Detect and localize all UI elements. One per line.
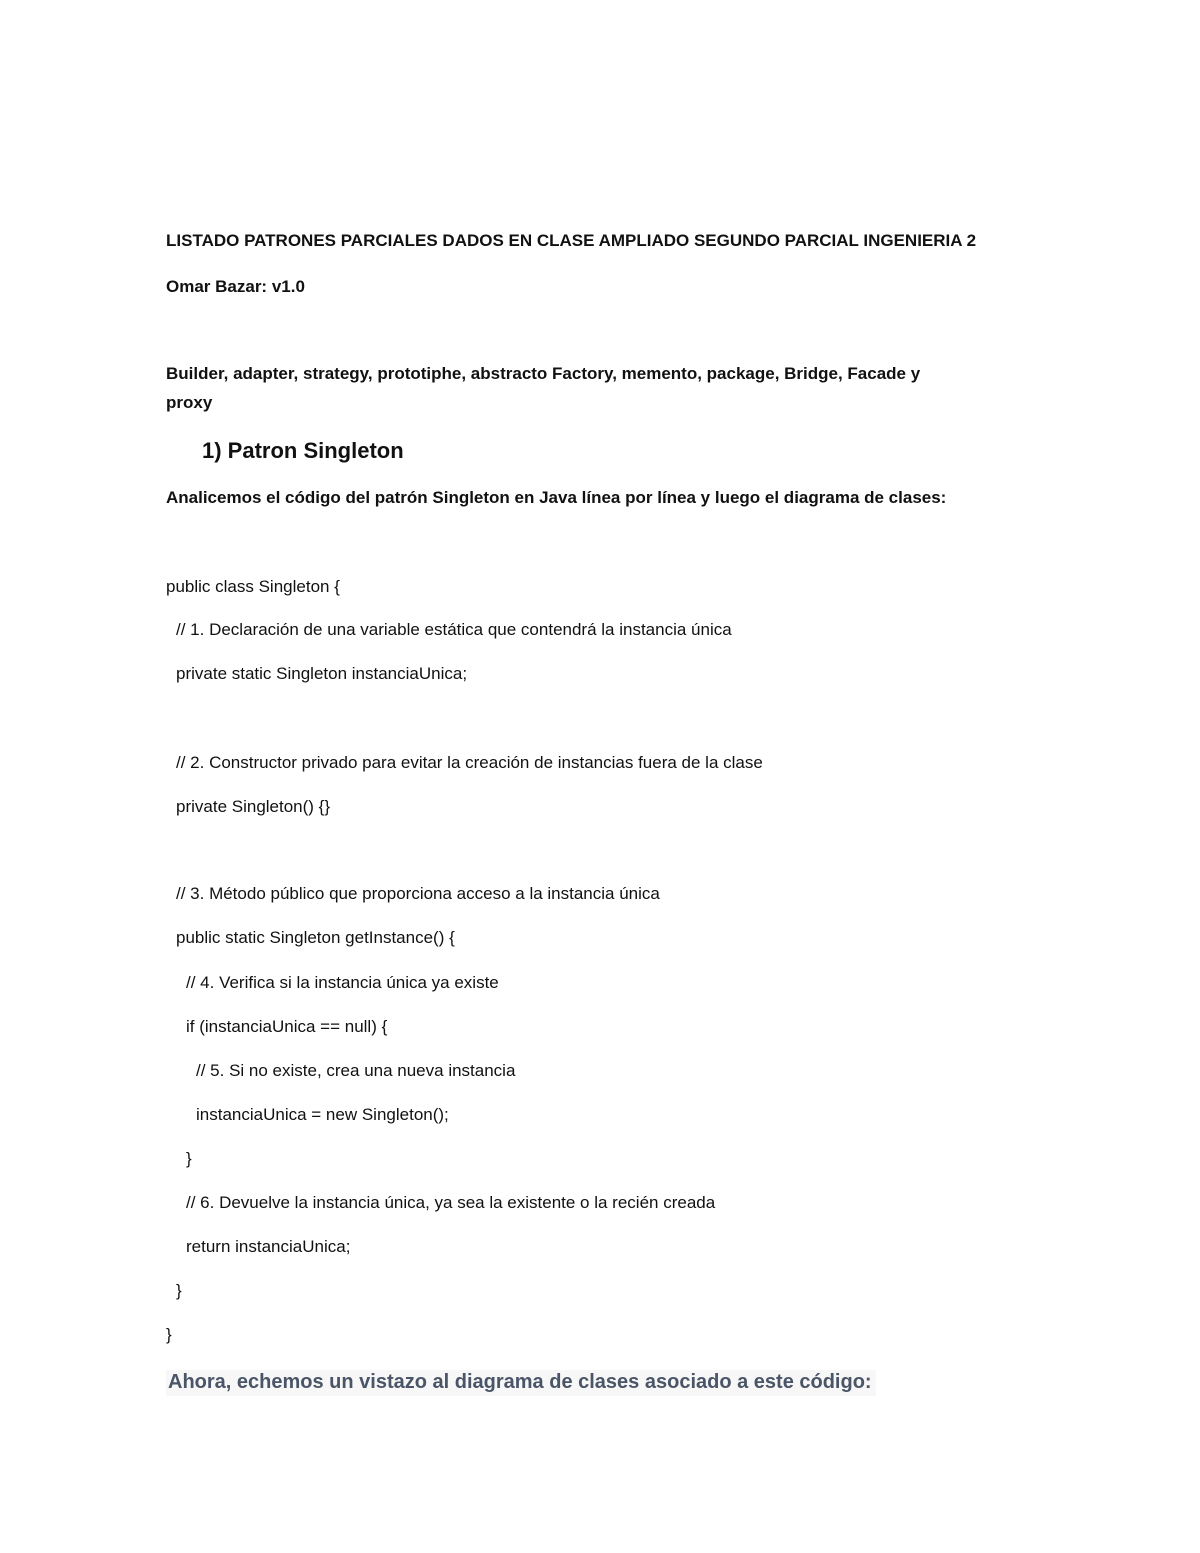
- code-line: public class Singleton {: [166, 577, 340, 596]
- code-comment: // 3. Método público que proporciona acceso a la instancia única: [176, 884, 660, 903]
- code-line: }: [166, 1325, 172, 1344]
- code-comment: // 1. Declaración de una variable estática que contendrá la instancia única: [176, 620, 732, 639]
- code-line: private static Singleton instanciaUnica;: [176, 664, 468, 683]
- section-heading: 1) Patron Singleton: [202, 438, 404, 463]
- document-title: LISTADO PATRONES PARCIALES DADOS EN CLASE AMPLIADO SEGUNDO PARCIAL INGENIERIA 2: [166, 231, 977, 250]
- code-line: if (instanciaUnica == null) {: [186, 1017, 388, 1036]
- intro-paragraph: Analicemos el código del patrón Singleton en Java línea por línea y luego el diagrama de clases:: [166, 488, 947, 507]
- patterns-list-line-1: Builder, adapter, strategy, prototiphe, abstracto Factory, memento, package, Bridge, Facade y: [166, 364, 921, 383]
- code-comment: // 5. Si no existe, crea una nueva instancia: [196, 1061, 516, 1080]
- code-line: private Singleton() {}: [176, 797, 331, 816]
- code-line: }: [176, 1281, 182, 1300]
- code-comment: // 4. Verifica si la instancia única ya existe: [186, 973, 499, 992]
- author-version: Omar Bazar: v1.0: [166, 277, 305, 296]
- code-line: return instanciaUnica;: [186, 1237, 351, 1256]
- code-line: instanciaUnica = new Singleton();: [196, 1105, 449, 1124]
- code-line: }: [186, 1149, 192, 1168]
- closing-paragraph: Ahora, echemos un vistazo al diagrama de clases asociado a este código:: [166, 1370, 876, 1396]
- code-line: public static Singleton getInstance() {: [176, 928, 455, 947]
- patterns-list-line-2: proxy: [166, 393, 213, 412]
- code-comment: // 6. Devuelve la instancia única, ya sea la existente o la recién creada: [186, 1193, 716, 1212]
- code-comment: // 2. Constructor privado para evitar la creación de instancias fuera de la clase: [176, 753, 763, 772]
